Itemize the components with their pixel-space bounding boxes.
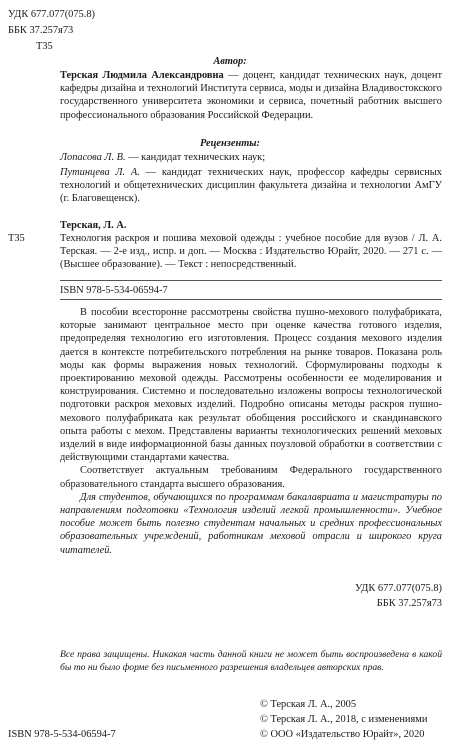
bbk-code-top: ББК 37.257я73 bbox=[8, 25, 74, 36]
abstract-paragraph-3: Для студентов, обучающихся по программам бакалавриата и магистратуры по направлениям подготовки «Технология изделий легкой промышленности». Учебное пособие может быть полезно студентам начальных и средних профессиональных образовательных учреждений, работникам меховой отрасли и широкого круга читателей. bbox=[60, 491, 442, 556]
copyright-3: © ООО «Издательство Юрайт», 2020 bbox=[260, 729, 425, 740]
bbk-code-bottom: ББК 37.257я73 bbox=[376, 598, 442, 609]
udc-code-top: УДК 677.077(075.8) bbox=[8, 9, 95, 20]
catalog-description bbox=[60, 232, 442, 272]
author-bio-text: — доцент, кандидат технических наук, доцент кафедры дизайна и технологий Института сервиса, моды и дизайна Владивостокского государственного университета экономики и сервиса, почетный работник высшего профессионального образования Российской Федерации. bbox=[60, 70, 442, 121]
abstract-paragraph-2: Соответствует актуальным требованиям Федерального государственного образовательного стандарта высшего образования. bbox=[60, 465, 442, 490]
reviewer-1 bbox=[60, 151, 442, 164]
copyright-2: © Терская Л. А., 2018, с изменениями bbox=[260, 714, 428, 725]
author-heading: Автор: bbox=[213, 56, 247, 67]
reviewer-2-name: Путинцева Л. А. bbox=[60, 167, 140, 178]
author-bio bbox=[60, 69, 442, 122]
reviewers-heading: Рецензенты: bbox=[200, 138, 260, 149]
divider-top bbox=[60, 280, 442, 281]
reviewer-2-desc: — кандидат технических наук, профессор кафедры сервисных технологий и общетехнических дисциплин факультета дизайна и технологии АмГУ (г. Благовещенск). bbox=[60, 167, 442, 205]
catalog-author: Терская, Л. А. bbox=[60, 220, 127, 231]
rights-notice bbox=[60, 648, 442, 674]
author-mark-top: Т35 bbox=[36, 41, 53, 52]
reviewer-2 bbox=[60, 166, 442, 206]
copyright-1: © Терская Л. А., 2005 bbox=[260, 699, 357, 710]
author-name: Терская Людмила Александровна bbox=[60, 70, 224, 81]
abstract bbox=[60, 306, 442, 557]
reviewer-1-name: Лопасова Л. В. bbox=[60, 152, 126, 163]
divider-bottom bbox=[60, 299, 442, 300]
isbn-bottom: ISBN 978-5-534-06594-7 bbox=[8, 729, 116, 740]
reviewer-1-desc: — кандидат технических наук; bbox=[125, 152, 266, 163]
abstract-paragraph-1: В пособии всесторонне рассмотрены свойства пушно-мехового полуфабриката, которые занимают центральное место при оценке качества готового изделия, предопределяя технологию его изготовления. Процесс создания мехового изделия дается в контексте потребительского потребления на рынке товаров. Показана роль моды как формы выражения новых технологий. Сформулированы подходы к проектированию меховой одежды. Рассмотрены особенности ее моделирования и конструирования. Системно и последовательно изложены вопросы технологической подготовки раскроя меховых изделий. Подробно описаны методы раскроя пушно-мехового полуфабриката как результат обобщения российского и скандинавского опыта работы с мехом. Представлены варианты технологических решений меховых изделий в виде информационной базы данных поузловой обработки в соответствии с действующими стандартами качества. bbox=[60, 307, 442, 464]
catalog-description-text: Технология раскроя и пошива меховой одежды : учебное пособие для вузов / Л. А. Терская. — 2-е изд., испр. и доп. — Москва : Издательство Юрайт, 2020. — 271 с. — (Высшее образование). — Текст : непосредственный. bbox=[60, 233, 442, 271]
rights-notice-text: Все права защищены. Никакая часть данной книги не может быть воспроизведена в какой бы то ни было форме без письменного разрешения владельцев авторских прав. bbox=[60, 649, 442, 673]
udc-code-bottom: УДК 677.077(075.8) bbox=[355, 583, 442, 594]
isbn-top: ISBN 978-5-534-06594-7 bbox=[60, 285, 168, 296]
catalog-mark: Т35 bbox=[8, 233, 25, 244]
